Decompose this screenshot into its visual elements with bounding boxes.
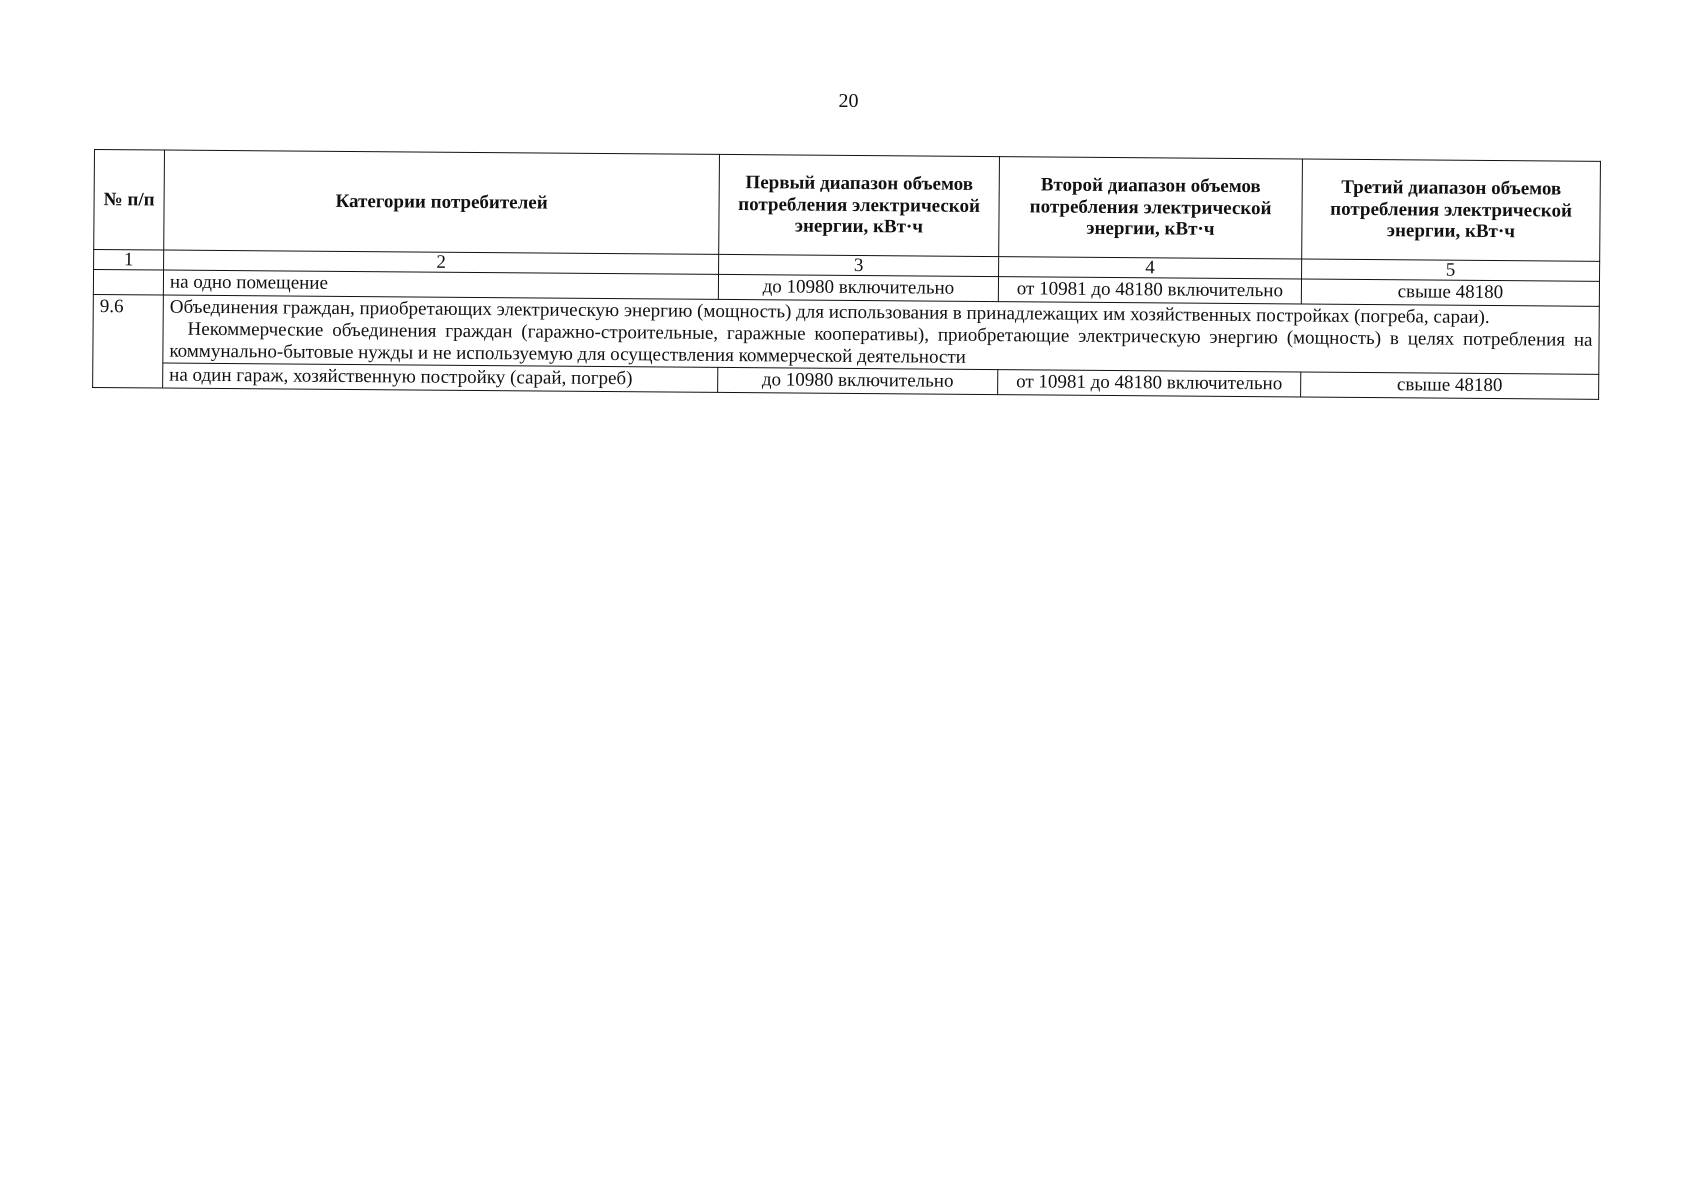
row-number-empty — [93, 270, 163, 295]
tariff-table-container — [92, 149, 1600, 400]
header-range-3: Третий диапазон объемов потребления электрической энергии, кВт·ч — [1302, 159, 1601, 261]
section-number: 9.6 — [93, 294, 164, 388]
row-range-2: от 10981 до 48180 включительно — [998, 370, 1301, 397]
row-range-1: до 10980 включительно — [718, 274, 998, 301]
column-number: 4 — [999, 257, 1302, 279]
header-range-2: Второй диапазон объемов потребления электрической энергии, кВт·ч — [999, 157, 1303, 259]
column-number: 2 — [164, 250, 719, 274]
section-description — [163, 295, 1599, 375]
header-category: Категории потребителей — [164, 150, 720, 254]
row-category: на одно помещение — [163, 270, 718, 299]
row-category: на один гараж, хозяйственную постройку (сарай, погреб) — [163, 363, 718, 392]
row-range-3: свыше 48180 — [1301, 279, 1599, 306]
section-paragraph-1: Объединения граждан, приобретающих электрическую энергию (мощность) для использования в принадлежащих им хозяйственных постройках (погреба, сараи). — [169, 296, 1490, 328]
page-number: 20 — [838, 90, 859, 112]
column-number: 3 — [719, 254, 999, 276]
header-number: № п/п — [94, 150, 165, 251]
column-number: 5 — [1302, 259, 1600, 281]
row-range-3: свыше 48180 — [1301, 372, 1599, 399]
header-range-1: Первый диапазон объемов потребления электрической энергии, кВт·ч — [719, 154, 1000, 256]
row-range-2: от 10981 до 48180 включительно — [998, 277, 1301, 304]
row-range-1: до 10980 включительно — [718, 368, 998, 395]
section-row — [93, 294, 1599, 374]
column-number: 1 — [94, 250, 164, 271]
section-paragraph-2: Некоммерческие объединения граждан (гаражно-строительные, гаражные кооперативы), приобретающие электрическую энергию (мощность) в целях потребления на коммунально-бытовые нужды и не используемую для осуществления коммерческой деятельности — [169, 318, 1593, 368]
table-header-row — [94, 150, 1601, 262]
consumption-ranges-table — [92, 149, 1601, 400]
